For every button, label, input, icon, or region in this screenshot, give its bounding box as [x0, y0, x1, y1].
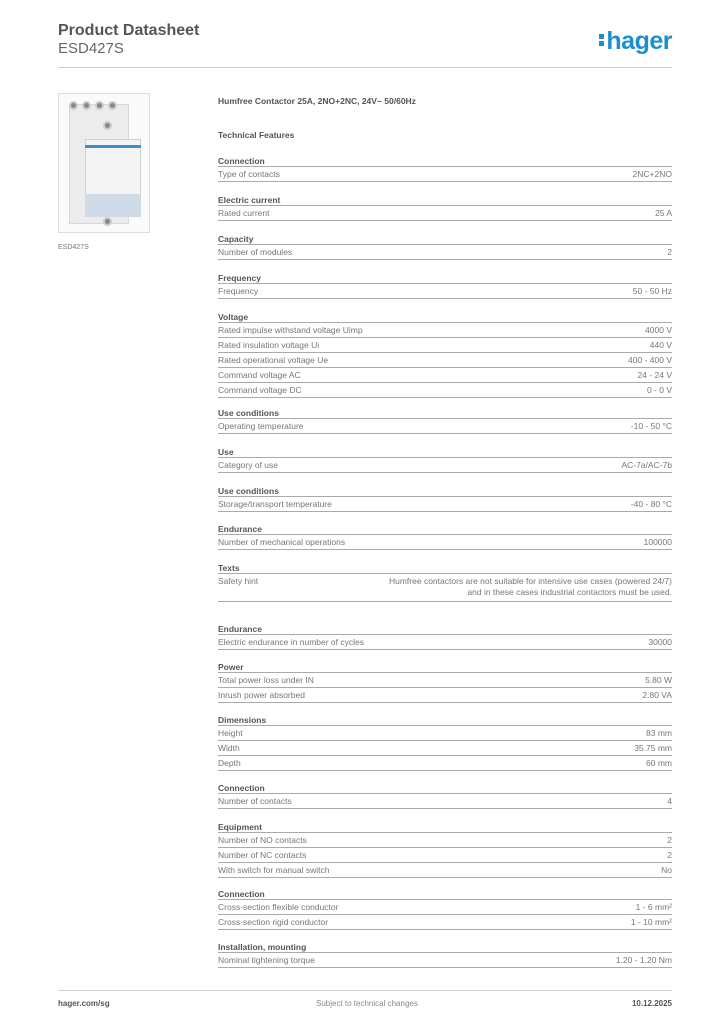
spec-label: Total power loss under IN — [218, 674, 314, 685]
spec-value: 2.80 VA — [642, 689, 672, 700]
page-header — [58, 22, 672, 70]
product-code: ESD427S — [58, 40, 124, 57]
spec-value: 2 — [667, 834, 672, 845]
spec-row — [218, 574, 672, 602]
spec-value: 1.20 - 1.20 Nm — [615, 954, 672, 965]
spec-row — [218, 953, 672, 968]
spec-label: Safety hint — [218, 575, 259, 586]
spec-value: 4000 V — [645, 324, 672, 335]
spec-label: Width — [218, 742, 240, 753]
logo-colon-icon — [599, 32, 604, 48]
group-title: Installation, mounting — [218, 941, 672, 953]
spec-value: 400 - 400 V — [628, 354, 672, 365]
spec-row — [218, 338, 672, 353]
spec-group — [218, 888, 672, 930]
spec-row — [218, 419, 672, 434]
spec-row — [218, 794, 672, 809]
spec-label: Number of modules — [218, 246, 293, 257]
spec-row — [218, 848, 672, 863]
spec-label: Storage/transport temperature — [218, 498, 332, 509]
group-title: Voltage — [218, 311, 672, 323]
spec-label: Depth — [218, 757, 241, 768]
spec-group — [218, 407, 672, 434]
spec-value: 2 — [667, 849, 672, 860]
spec-label: Number of mechanical operations — [218, 536, 346, 547]
screw-icon — [103, 121, 112, 130]
spec-value: -40 - 80 °C — [630, 498, 672, 509]
spec-group — [218, 523, 672, 550]
spec-value: 0 - 0 V — [646, 384, 672, 395]
spec-value: 35.75 mm — [634, 742, 672, 753]
spec-label: Electric endurance in number of cycles — [218, 636, 364, 647]
spec-row — [218, 673, 672, 688]
spec-row — [218, 688, 672, 703]
device-stripe — [85, 145, 141, 148]
spec-value: Humfree contactors are not suitable for intensive use cases (powered 24/7) and in these cases industrial contactors must be used. — [388, 575, 672, 597]
spec-row — [218, 383, 672, 398]
spec-value: 1 - 10 mm² — [630, 916, 672, 927]
spec-row — [218, 458, 672, 473]
spec-label: With switch for manual switch — [218, 864, 330, 875]
spec-label: Inrush power absorbed — [218, 689, 305, 700]
screw-icon — [82, 101, 91, 110]
group-title: Use conditions — [218, 407, 672, 419]
spec-row — [218, 756, 672, 771]
spec-group — [218, 623, 672, 650]
spec-value: 4 — [667, 795, 672, 806]
spec-row — [218, 900, 672, 915]
group-title: Power — [218, 661, 672, 673]
spec-value: 1 - 6 mm² — [635, 901, 672, 912]
spec-row — [218, 206, 672, 221]
group-title: Equipment — [218, 821, 672, 833]
spec-group — [218, 714, 672, 771]
document-title: Product Datasheet — [58, 22, 200, 39]
spec-value: 25 A — [654, 207, 672, 218]
product-image — [58, 93, 150, 233]
spec-label: Rated insulation voltage Ui — [218, 339, 320, 350]
spec-group — [218, 311, 672, 398]
group-title: Texts — [218, 562, 672, 574]
spec-group — [218, 661, 672, 703]
product-name: Humfree Contactor 25A, 2NO+2NC, 24V~ 50/60Hz — [218, 96, 416, 106]
spec-group — [218, 485, 672, 512]
spec-group — [218, 941, 672, 968]
spec-row — [218, 284, 672, 299]
group-title: Connection — [218, 888, 672, 900]
group-title: Frequency — [218, 272, 672, 284]
image-caption: ESD427S — [58, 244, 89, 251]
spec-value: -10 - 50 °C — [630, 420, 672, 431]
disclaimer: Subject to technical changes — [316, 999, 418, 1008]
group-title: Electric current — [218, 194, 672, 206]
group-title: Dimensions — [218, 714, 672, 726]
spec-value: 83 mm — [646, 727, 672, 738]
spec-row — [218, 368, 672, 383]
spec-value: 60 mm — [646, 757, 672, 768]
group-title: Endurance — [218, 523, 672, 535]
group-title: Connection — [218, 155, 672, 167]
screw-icon — [103, 217, 112, 226]
header-divider — [58, 67, 672, 68]
spec-label: Height — [218, 727, 243, 738]
spec-row — [218, 353, 672, 368]
spec-group — [218, 194, 672, 221]
spec-label: Command voltage AC — [218, 369, 301, 380]
spec-value: 2NC+2NO — [632, 168, 672, 179]
screw-icon — [95, 101, 104, 110]
spec-value: No — [661, 864, 672, 875]
spec-label: Number of contacts — [218, 795, 292, 806]
device-window — [85, 194, 141, 217]
spec-label: Nominal tightening torque — [218, 954, 315, 965]
spec-label: Operating temperature — [218, 420, 304, 431]
spec-row — [218, 726, 672, 741]
spec-value: 5.80 W — [645, 674, 672, 685]
spec-group — [218, 821, 672, 878]
spec-label: Frequency — [218, 285, 259, 296]
group-title: Endurance — [218, 623, 672, 635]
spec-group — [218, 155, 672, 182]
spec-row — [218, 863, 672, 878]
spec-label: Rated impulse withstand voltage Uimp — [218, 324, 363, 335]
spec-group — [218, 272, 672, 299]
spec-group — [218, 446, 672, 473]
spec-value: AC-7a/AC-7b — [621, 459, 672, 470]
group-title: Use — [218, 446, 672, 458]
spec-row — [218, 497, 672, 512]
spec-row — [218, 323, 672, 338]
website-link[interactable]: hager.com/sg — [58, 999, 110, 1008]
spec-label: Cross-section rigid conductor — [218, 916, 329, 927]
spec-row — [218, 833, 672, 848]
spec-value: 100000 — [643, 536, 672, 547]
group-title: Connection — [218, 782, 672, 794]
screw-icon — [69, 101, 78, 110]
spec-label: Number of NC contacts — [218, 849, 307, 860]
technical-features-title: Technical Features — [218, 130, 295, 140]
spec-value: 2 — [667, 246, 672, 257]
spec-label: Cross-section flexible conductor — [218, 901, 339, 912]
spec-group — [218, 562, 672, 602]
spec-group — [218, 782, 672, 809]
spec-row — [218, 535, 672, 550]
spec-value: 440 V — [649, 339, 672, 350]
hager-logo: hager — [599, 28, 672, 54]
group-title: Capacity — [218, 233, 672, 245]
spec-label: Rated current — [218, 207, 270, 218]
screw-icon — [108, 101, 117, 110]
spec-value: 24 - 24 V — [637, 369, 672, 380]
spec-label: Rated operational voltage Ue — [218, 354, 329, 365]
footer-divider — [58, 990, 672, 991]
document-date: 10.12.2025 — [631, 999, 672, 1008]
spec-label: Type of contacts — [218, 168, 280, 179]
spec-row — [218, 635, 672, 650]
spec-label: Command voltage DC — [218, 384, 302, 395]
spec-value: 50 - 50 Hz — [632, 285, 672, 296]
spec-group — [218, 233, 672, 260]
spec-value: 30000 — [648, 636, 672, 647]
spec-row — [218, 167, 672, 182]
spec-row — [218, 245, 672, 260]
spec-label: Category of use — [218, 459, 279, 470]
spec-label: Number of NO contacts — [218, 834, 307, 845]
spec-row — [218, 915, 672, 930]
group-title: Use conditions — [218, 485, 672, 497]
spec-row — [218, 741, 672, 756]
